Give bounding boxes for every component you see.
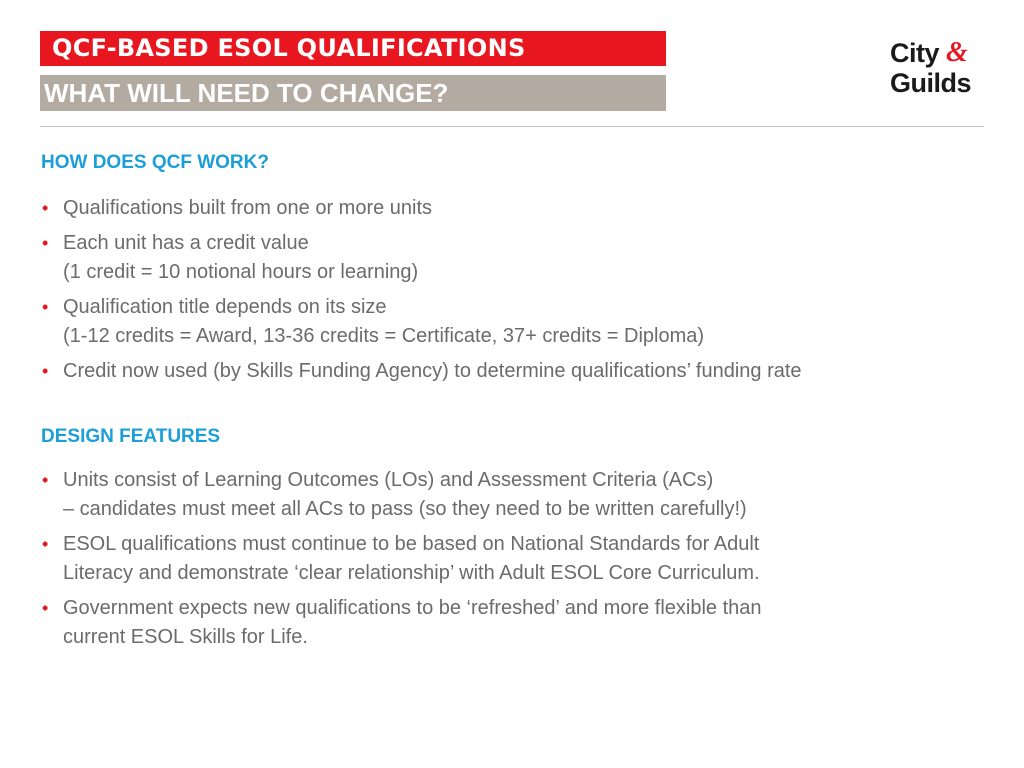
bullet-icon: •	[42, 470, 49, 490]
bullet-item	[41, 466, 991, 524]
bullet-icon: •	[42, 233, 49, 253]
bullet-text-line: Qualification title depends on its size	[63, 296, 387, 318]
bullet-text-line: Credit now used (by Skills Funding Agency) to determine qualifications’ funding rate	[63, 360, 802, 382]
bullet-icon: •	[42, 361, 49, 381]
slide-subtitle: WHAT WILL NEED TO CHANGE?	[40, 75, 666, 111]
logo-ampersand-icon: &	[946, 37, 968, 68]
bullet-item	[41, 357, 991, 386]
bullet-icon: •	[42, 598, 49, 618]
bullet-list-how-qcf-works	[41, 194, 991, 392]
city-and-guilds-logo	[890, 38, 990, 102]
bullet-text-line: Units consist of Learning Outcomes (LOs) and Assessment Criteria (ACs)	[63, 469, 714, 491]
bullet-text-line: (1 credit = 10 notional hours or learning)	[63, 261, 419, 283]
logo-text-guilds: Guilds	[890, 68, 972, 98]
bullet-text-line: Each unit has a credit value	[63, 232, 309, 254]
bullet-text-line: – candidates must meet all ACs to pass (so they need to be written carefully!)	[63, 498, 747, 520]
section-heading-design-features: DESIGN FEATURES	[41, 426, 221, 447]
bullet-item	[41, 530, 991, 588]
bullet-text-line: ESOL qualifications must continue to be based on National Standards for Adult	[63, 533, 760, 555]
bullet-icon: •	[42, 297, 49, 317]
bullet-item	[41, 194, 991, 223]
bullet-text-line: Literacy and demonstrate ‘clear relationship’ with Adult ESOL Core Curriculum.	[63, 562, 760, 584]
slide-title: QCF-BASED ESOL QUALIFICATIONS	[40, 31, 666, 66]
bullet-text-line: Qualifications built from one or more units	[63, 197, 433, 219]
logo-text-city: City	[890, 38, 940, 68]
section-heading-how-qcf-works: HOW DOES QCF WORK?	[41, 152, 269, 173]
bullet-text-line: Government expects new qualifications to be ‘refreshed’ and more flexible than	[63, 597, 762, 619]
bullet-icon: •	[42, 198, 49, 218]
bullet-text-line: current ESOL Skills for Life.	[63, 626, 308, 648]
bullet-item	[41, 293, 991, 351]
bullet-icon: •	[42, 534, 49, 554]
bullet-list-design-features	[41, 466, 991, 658]
header-divider	[40, 126, 984, 127]
bullet-item	[41, 594, 991, 652]
bullet-text-line: (1-12 credits = Award, 13-36 credits = Certificate, 37+ credits = Diploma)	[63, 325, 705, 347]
bullet-item	[41, 229, 991, 287]
